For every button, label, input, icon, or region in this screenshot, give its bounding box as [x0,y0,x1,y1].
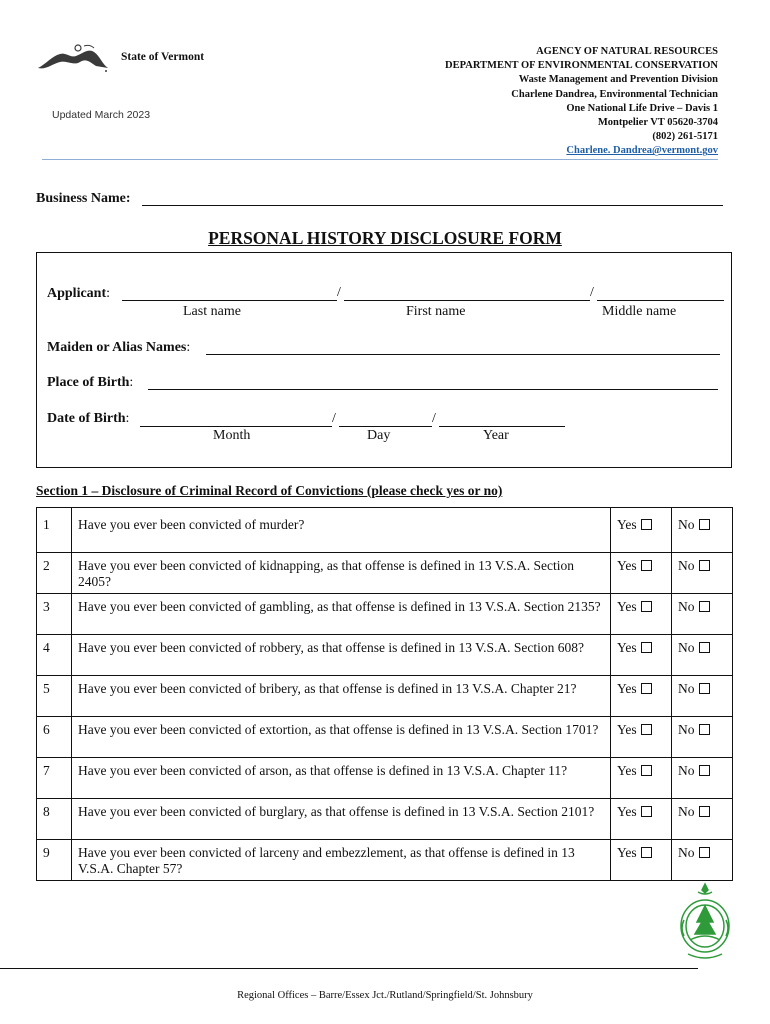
checkbox-icon[interactable] [699,806,710,817]
month-label: Month [213,428,251,443]
maiden-alias-field[interactable] [206,354,720,355]
question-row [37,594,733,635]
no-checkbox[interactable] [672,594,733,635]
no-label: No [678,681,695,696]
yes-checkbox[interactable] [611,508,672,553]
place-of-birth-label: Place of Birth: [47,375,134,390]
question-text: Have you ever been convicted of robbery, as that offense is defined in 13 V.S.A. Section 608? [72,635,611,676]
question-number: 5 [37,676,72,717]
maiden-alias-label: Maiden or Alias Names: [47,340,191,355]
yes-checkbox[interactable] [611,758,672,799]
question-number: 7 [37,758,72,799]
question-row [37,799,733,840]
day-label: Day [367,428,391,443]
vermont-seal-icon [676,880,734,962]
yes-checkbox[interactable] [611,840,672,881]
checkbox-icon[interactable] [641,601,652,612]
first-name-field[interactable] [344,300,590,301]
yes-label: Yes [617,845,637,860]
checkbox-icon[interactable] [699,560,710,571]
question-number: 2 [37,553,72,594]
yes-checkbox[interactable] [611,717,672,758]
checkbox-icon[interactable] [641,519,652,530]
question-row [37,553,733,594]
no-checkbox[interactable] [672,717,733,758]
state-name: State of Vermont [121,51,205,63]
checkbox-icon[interactable] [699,683,710,694]
business-name-field[interactable] [142,205,723,206]
yes-label: Yes [617,722,637,737]
checkbox-icon[interactable] [641,683,652,694]
question-text: Have you ever been convicted of extortion, as that offense is defined in 13 V.S.A. Section 1701? [72,717,611,758]
agency-address-block [445,45,718,159]
agency-line: AGENCY OF NATURAL RESOURCES [536,46,718,57]
no-label: No [678,763,695,778]
contact-email-link[interactable]: Charlene. Dandrea@vermont.gov [566,145,718,157]
applicant-label: Applicant: [47,286,111,301]
agency-line: Charlene Dandrea, Environmental Technician [511,88,718,100]
no-label: No [678,517,695,532]
agency-line: DEPARTMENT OF ENVIRONMENTAL CONSERVATION [445,60,718,72]
footer-divider [0,968,698,969]
question-row [37,758,733,799]
question-number: 9 [37,840,72,881]
checkbox-icon[interactable] [699,765,710,776]
question-row [37,840,733,881]
yes-label: Yes [617,804,637,819]
no-label: No [678,640,695,655]
question-text: Have you ever been convicted of larceny and embezzlement, as that offense is defined in 13 V.S.A. Chapter 57? [72,840,611,881]
checkbox-icon[interactable] [699,724,710,735]
question-text: Have you ever been convicted of kidnapping, as that offense is defined in 13 V.S.A. Section 2405? [72,553,611,594]
no-checkbox[interactable] [672,840,733,881]
header-divider [42,159,718,160]
yes-checkbox[interactable] [611,799,672,840]
updated-date: Updated March 2023 [52,109,151,121]
yes-checkbox[interactable] [611,676,672,717]
question-text: Have you ever been convicted of burglary, as that offense is defined in 13 V.S.A. Section 2101? [72,799,611,840]
yes-checkbox[interactable] [611,635,672,676]
question-row [37,676,733,717]
convictions-table [36,507,733,881]
no-label: No [678,558,695,573]
no-checkbox[interactable] [672,799,733,840]
birth-year-field[interactable] [439,426,565,427]
yes-label: Yes [617,517,637,532]
question-number: 3 [37,594,72,635]
no-checkbox[interactable] [672,553,733,594]
yes-checkbox[interactable] [611,553,672,594]
yes-label: Yes [617,599,637,614]
no-checkbox[interactable] [672,635,733,676]
checkbox-icon[interactable] [641,806,652,817]
no-label: No [678,804,695,819]
place-of-birth-field[interactable] [148,389,718,390]
yes-label: Yes [617,763,637,778]
question-number: 1 [37,508,72,553]
middle-name-label: Middle name [602,304,677,319]
form-title: PERSONAL HISTORY DISCLOSURE FORM [208,228,562,248]
yes-label: Yes [617,558,637,573]
question-text: Have you ever been convicted of murder? [72,508,611,553]
yes-label: Yes [617,640,637,655]
business-name-label: Business Name: [36,191,131,206]
no-label: No [678,845,695,860]
footer-regional-offices: Regional Offices – Barre/Essex Jct./Rutland/Springfield/St. Johnsbury [237,990,533,1001]
checkbox-icon[interactable] [699,519,710,530]
question-number: 4 [37,635,72,676]
birth-day-field[interactable] [339,426,432,427]
question-row [37,635,733,676]
no-label: No [678,599,695,614]
no-checkbox[interactable] [672,508,733,553]
checkbox-icon[interactable] [699,642,710,653]
checkbox-icon[interactable] [641,765,652,776]
checkbox-icon[interactable] [699,601,710,612]
question-row [37,717,733,758]
question-number: 8 [37,799,72,840]
no-label: No [678,722,695,737]
checkbox-icon[interactable] [641,642,652,653]
vermont-logo-icon [36,42,112,74]
year-label: Year [483,428,509,443]
agency-line: Montpelier VT 05620-3704 [597,117,718,129]
birth-month-field[interactable] [140,426,332,427]
section-1-title: Section 1 – Disclosure of Criminal Record of Convictions (please check yes or no) [36,483,503,498]
last-name-label: Last name [183,304,241,319]
no-checkbox[interactable] [672,676,733,717]
no-checkbox[interactable] [672,758,733,799]
question-text: Have you ever been convicted of bribery, as that offense is defined in 13 V.S.A. Chapter 21? [72,676,611,717]
agency-line: Waste Management and Prevention Division [518,74,718,86]
question-row [37,508,733,553]
checkbox-icon[interactable] [699,847,710,858]
question-text: Have you ever been convicted of arson, as that offense is defined in 13 V.S.A. Chapter 11? [72,758,611,799]
date-of-birth-label: Date of Birth: [47,411,130,426]
last-name-field[interactable] [122,300,337,301]
yes-label: Yes [617,681,637,696]
question-number: 6 [37,717,72,758]
agency-line: (802) 261-5171 [652,131,718,143]
middle-name-field[interactable] [597,300,724,301]
checkbox-icon[interactable] [641,724,652,735]
checkbox-icon[interactable] [641,847,652,858]
checkbox-icon[interactable] [641,560,652,571]
agency-line: One National Life Drive – Davis 1 [566,102,718,114]
first-name-label: First name [406,304,466,319]
yes-checkbox[interactable] [611,594,672,635]
question-text: Have you ever been convicted of gambling, as that offense is defined in 13 V.S.A. Section 2135? [72,594,611,635]
